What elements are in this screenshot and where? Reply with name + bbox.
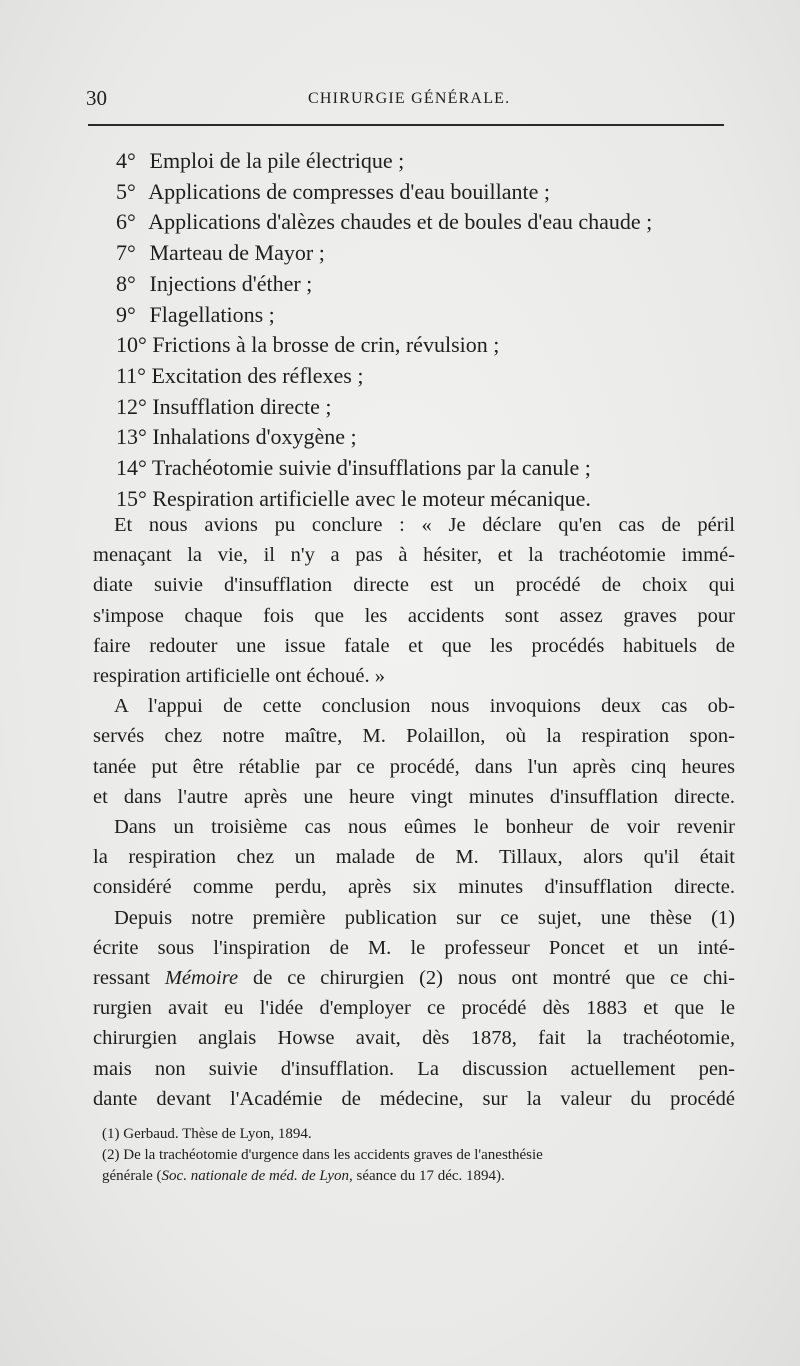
list-item: 14° Trachéotomie suivie d'insufflations par la canule ;: [116, 455, 591, 481]
list-item: 4° Emploi de la pile électrique ;: [116, 148, 405, 173]
text-line: A l'appui de cette conclusion nous invoquions deux cas ob-: [114, 695, 735, 718]
footnotes: [102, 1124, 736, 1187]
list-item: 15° Respiration artificielle avec le moteur mécanique.: [116, 485, 591, 511]
list-item: 13° Inhalations d'oxygène ;: [116, 424, 357, 450]
list-item: 6° Applications d'alèzes chaudes et de boules d'eau chaude ;: [116, 209, 653, 235]
text-line: diate suivie d'insufflation directe est un procédé de choix qui: [93, 574, 735, 597]
text-line: chirurgien anglais Howse avait, dès 1878, fait la trachéotomie,: [93, 1027, 735, 1050]
numbered-list: [116, 146, 736, 514]
footnote-1: (1) Gerbaud. Thèse de Lyon, 1894.: [102, 1126, 312, 1142]
text-line: dante devant l'Académie de médecine, sur la valeur du procédé: [93, 1087, 735, 1110]
body-text: [93, 510, 735, 1114]
page-number: 30: [86, 86, 107, 110]
list-item: 7° Marteau de Mayor ;: [116, 240, 325, 266]
paragraph: [93, 510, 735, 691]
text-line: rurgien avait eu l'idée d'employer ce procédé dès 1883 et que le: [93, 997, 735, 1020]
list-item: 5° Applications de compresses d'eau bouillante ;: [116, 178, 550, 204]
text-line: Dans un troisième cas nous eûmes le bonheur de voir revenir: [114, 816, 735, 839]
text-line: et dans l'autre après une heure vingt minutes d'insufflation directe.: [93, 785, 735, 808]
italic-title: Mémoire: [164, 967, 239, 990]
text-line: respiration artificielle ont échoué. »: [93, 665, 386, 688]
text-line: mais non suivie d'insufflation. La discussion actuellement pen-: [93, 1057, 735, 1080]
footnote-2-continued: générale (Soc. nationale de méd. de Lyon, séance du 17 déc. 1894).: [102, 1168, 505, 1184]
footnote-2: (2) De la trachéotomie d'urgence dans les accidents graves de l'anesthésie: [102, 1147, 543, 1163]
text-line: considéré comme perdu, après six minutes d'insufflation directe.: [93, 876, 735, 899]
text-line: la respiration chez un malade de M. Tillaux, alors qu'il était: [93, 846, 735, 869]
text-line: faire redouter une issue fatale et que les procédés habituels de: [93, 634, 735, 657]
list-item: 12° Insufflation directe ;: [116, 393, 332, 419]
list-item: 9° Flagellations ;: [116, 301, 275, 327]
paragraph: [93, 691, 735, 812]
text-line: tanée put être rétablie par ce procédé, dans l'un après cinq heures: [93, 755, 735, 778]
list-item: 8° Injections d'éther ;: [116, 270, 313, 296]
list-item: 11° Excitation des réflexes ;: [116, 362, 364, 388]
text-line: ressant Mémoire de ce chirurgien (2) nous ont montré que ce chi-: [93, 967, 735, 990]
paragraph: [93, 812, 735, 903]
paragraph: [93, 903, 735, 1114]
page-header: [86, 86, 726, 116]
text-line: écrite sous l'inspiration de M. le professeur Poncet et un inté-: [93, 936, 735, 959]
text-line: servés chez notre maître, M. Polaillon, où la respiration spon-: [93, 725, 735, 748]
running-title: CHIRURGIE GÉNÉRALE.: [308, 90, 511, 107]
list-item: 10° Frictions à la brosse de crin, révulsion ;: [116, 332, 500, 358]
text-line: menaçant la vie, il n'y a pas à hésiter, et la trachéotomie immé-: [93, 544, 735, 567]
text-line: Depuis notre première publication sur ce sujet, une thèse (1): [114, 906, 735, 929]
text-line: s'impose chaque fois que les accidents sont assez graves pour: [93, 604, 735, 627]
text-line: Et nous avions pu conclure : « Je déclare qu'en cas de péril: [114, 514, 735, 536]
header-rule: [88, 124, 724, 126]
